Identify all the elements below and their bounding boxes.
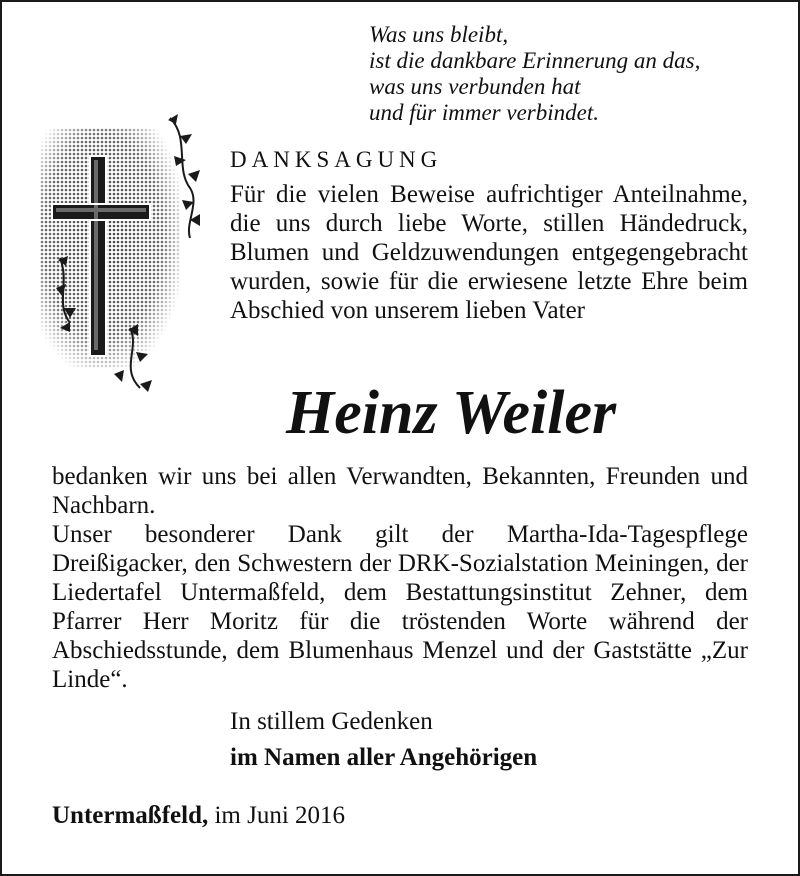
place-and-date: [52, 801, 345, 831]
intro-paragraph: Für die vielen Beweise aufrichtiger Anteilnahme, die uns durch liebe Worte, stillen Händedruck, Blumen und Geldzuwendungen entgegengebracht wurden, sowie für die erwiesene letzte Ehre beim Abschied von unserem lieben Vater: [230, 181, 748, 324]
deceased-name: Heinz Weiler: [286, 379, 617, 447]
place-name: Untermaßfeld,: [52, 802, 209, 829]
thanks-paragraph: bedanken wir uns bei allen Verwandten, Bekannten, Freunden und Nachbarn.: [52, 463, 748, 519]
memorial-poem: [369, 22, 789, 126]
closing-block: [230, 707, 537, 773]
closing-signature: im Namen aller Angehörigen: [230, 744, 538, 771]
poem-line: was uns verbunden hat: [369, 74, 581, 99]
cross-with-ivy-icon: [40, 108, 215, 408]
poem-line: ist die dankbare Erinnerung an das,: [369, 48, 701, 73]
poem-line: Was uns bleibt,: [369, 22, 509, 47]
closing-line: In stillem Gedenken: [230, 708, 433, 735]
notice-heading: DANKSAGUNG: [230, 147, 443, 172]
special-thanks-paragraph: Unser besonderer Dank gilt der Martha-Ida-Tagespflege Dreißigacker, den Schwestern der DRK-Sozialstation Meiningen, der Liedertafel Untermaßfeld, dem Bestattungsinstitut Zehner, dem Pfarrer Herr Moritz für die tröstenden Worte während der Abschiedsstunde, dem Blumenhaus Menzel und der Gaststätte „Zur Linde“.: [52, 521, 748, 693]
poem-line: und für immer verbindet.: [369, 100, 599, 125]
date: im Juni 2016: [214, 802, 346, 829]
